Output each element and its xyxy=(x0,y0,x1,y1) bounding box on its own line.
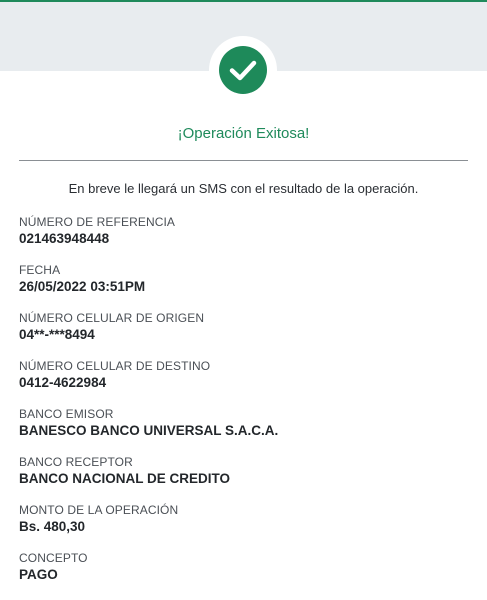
field-destination-phone xyxy=(19,359,468,407)
field-label: NÚMERO CELULAR DE ORIGEN xyxy=(19,311,205,325)
field-value: 021463948448 xyxy=(19,231,110,246)
field-date xyxy=(19,263,468,311)
field-value: PAGO xyxy=(19,567,58,582)
field-value: 04**-***8494 xyxy=(19,327,95,342)
field-value: BANCO NACIONAL DE CREDITO xyxy=(19,471,231,486)
field-label: FECHA xyxy=(19,263,61,277)
field-value: Bs. 480,30 xyxy=(19,519,86,534)
check-circle-icon xyxy=(219,46,267,94)
field-label: NÚMERO DE REFERENCIA xyxy=(19,215,176,229)
field-concept xyxy=(19,551,468,599)
field-reference-number xyxy=(19,215,468,263)
field-value: 26/05/2022 03:51PM xyxy=(19,279,146,294)
field-origin-phone xyxy=(19,311,468,359)
field-label: NÚMERO CELULAR DE DESTINO xyxy=(19,359,211,373)
field-value: BANESCO BANCO UNIVERSAL S.A.C.A. xyxy=(19,423,279,438)
success-badge xyxy=(209,36,277,104)
field-value: 0412-4622984 xyxy=(19,375,107,390)
field-receiving-bank xyxy=(19,455,468,503)
field-label: BANCO RECEPTOR xyxy=(19,455,133,469)
field-amount xyxy=(19,503,468,551)
field-label: CONCEPTO xyxy=(19,551,88,565)
field-label: MONTO DE LA OPERACIÓN xyxy=(19,503,179,517)
sms-notice: En breve le llegará un SMS con el resultado de la operación. xyxy=(68,181,419,196)
divider xyxy=(19,160,468,161)
field-issuing-bank xyxy=(19,407,468,455)
success-title: ¡Operación Exitosa! xyxy=(177,125,310,142)
field-label: BANCO EMISOR xyxy=(19,407,114,421)
receipt-details xyxy=(19,215,468,599)
